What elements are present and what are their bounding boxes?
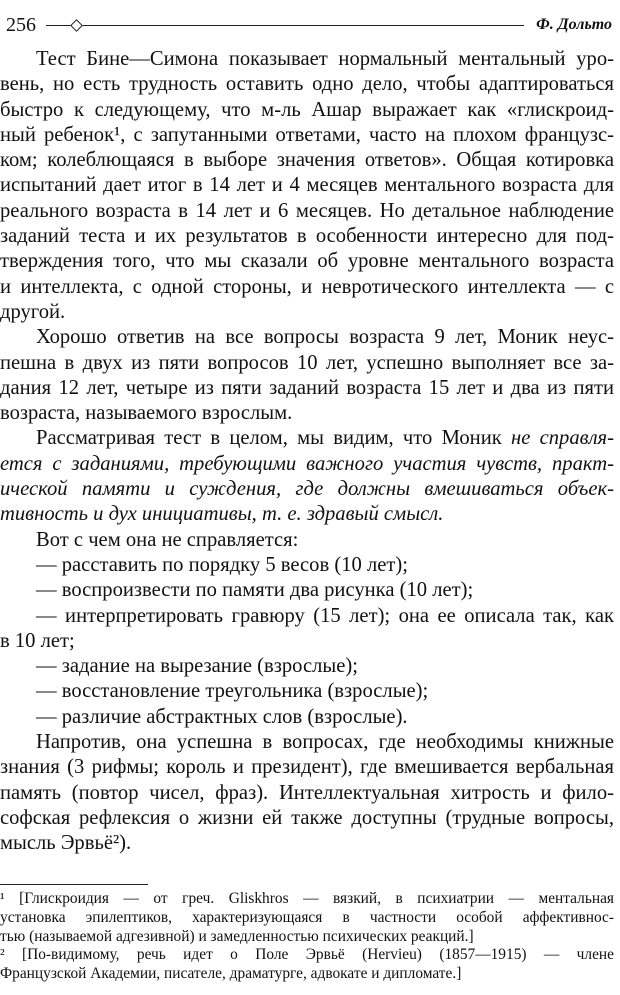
list-item xyxy=(0,679,614,704)
paragraph xyxy=(0,47,614,325)
text-line: реального возраста в 14 лет и 6 месяцев. Но детальное наблюдение xyxy=(0,199,614,222)
text-line: заданий теста и их результатов в особенности интересно для под- xyxy=(0,225,614,248)
list-item xyxy=(0,604,614,655)
footnote-line: тью (называемой адгезивной) и замедленностью психических реакций.] xyxy=(0,927,474,945)
header-rule xyxy=(46,25,524,26)
text-line: дания 12 лет, четыре из пяти заданий возраста 15 лет и два из пяти xyxy=(0,376,614,399)
text-line: ный ребенок¹, с запутанными ответами, часто на плохом французс- xyxy=(0,123,614,146)
text-line: другой. xyxy=(0,300,66,323)
text-line: мысль Эрвьё²). xyxy=(0,832,132,855)
footnote-line: ¹ [Глискроидия — от греч. Gliskhros — вязкий, в психиатрии — ментальная xyxy=(0,890,614,907)
footnotes xyxy=(0,890,614,984)
text-line: — воспроизвести по памяти два рисунка (10 лет); xyxy=(36,579,474,602)
text-line: память (повтор чисел, фраз). Интеллектуальная хитрость и фило- xyxy=(0,781,614,804)
page-header xyxy=(6,12,612,38)
text-line: тверждения того, что мы сказали об уровне ментального возраста xyxy=(0,250,614,273)
footnote xyxy=(0,890,614,946)
text-line: и интеллекта, с одной стороны, и невротического интеллекта — с xyxy=(0,275,614,298)
diamond-ornament-icon xyxy=(70,19,83,32)
text-line: знания (3 рифмы; король и президент), где вмешивается вербальная xyxy=(0,756,614,779)
list-item xyxy=(0,578,614,603)
text-line: ется с заданиями, требующими важного участия чувств, практ- xyxy=(0,452,614,475)
text-line: — восстановление треугольника (взрослые); xyxy=(36,680,429,703)
footnote-line: ² [По-видимому, речь идет о Поле Эрвьё (Hervieu) (1857—1915) — члене xyxy=(0,946,614,964)
text-line: пешна в двух из пяти вопросов 10 лет, успешно выполняет все за- xyxy=(0,351,614,374)
text-line: ком; колеблющаяся в выборе значения ответов». Общая котировка xyxy=(0,149,614,172)
text-line: — различие абстрактных слов (взрослые). xyxy=(36,705,408,728)
text-line: испытаний дает итог в 14 лет и 4 месяцев ментального возраста для xyxy=(0,174,614,197)
text-line: — интерпретировать гравюру (15 лет); она ее описала так, как xyxy=(36,604,614,627)
italic-run: не справля- xyxy=(510,427,614,450)
footnote xyxy=(0,946,614,984)
text-line xyxy=(0,426,614,451)
paragraph xyxy=(0,528,614,553)
text-line: тивность и дух инициативы, т. е. здравый смысл. xyxy=(0,503,444,526)
text-line: Вот с чем она не справляется: xyxy=(36,528,299,551)
list-item xyxy=(0,553,614,578)
text-line: Тест Бине—Симона показывает нормальный ментальный уро- xyxy=(36,48,614,70)
text-line: — задание на вырезание (взрослые); xyxy=(36,655,358,678)
text-line: Напротив, она успешна в вопросах, где необходимы книжные xyxy=(36,731,614,754)
page-number: 256 xyxy=(6,14,36,36)
text-line: ической памяти и суждения, где должны вмешиваться объек- xyxy=(0,478,614,501)
footnote-line: установка эпилептиков, характеризующаяся в частности особой аффективнос- xyxy=(0,908,614,926)
text-line: — расставить по порядку 5 весов (10 лет); xyxy=(36,553,408,576)
body-text xyxy=(0,47,614,857)
paragraph xyxy=(0,730,614,856)
list-item xyxy=(0,654,614,679)
text-line: Хорошо ответив на все вопросы возраста 9 лет, Моник неус- xyxy=(36,326,614,349)
text-line: возраста, называемого взрослым. xyxy=(0,402,293,425)
paragraph xyxy=(0,325,614,426)
footnote-line: Французской Академии, писателе, драматурге, адвокате и дипломате.] xyxy=(0,965,462,983)
text-run: Рассматривая тест в целом, мы видим, что Моник xyxy=(36,427,511,450)
running-head-author: Ф. Дольто xyxy=(536,16,612,33)
text-line: в 10 лет; xyxy=(0,629,75,652)
text-line: софская рефлексия о жизни ей также доступны (трудные вопросы, xyxy=(0,806,614,829)
text-line: вень, но есть трудность оставить одно дело, чтобы адаптироваться xyxy=(0,73,614,96)
list-item xyxy=(0,705,614,730)
paragraph xyxy=(0,426,614,527)
footnote-separator xyxy=(0,884,148,885)
text-line: быстро к следующему, что м-ль Ашар выражает как «глискроид- xyxy=(0,98,614,121)
